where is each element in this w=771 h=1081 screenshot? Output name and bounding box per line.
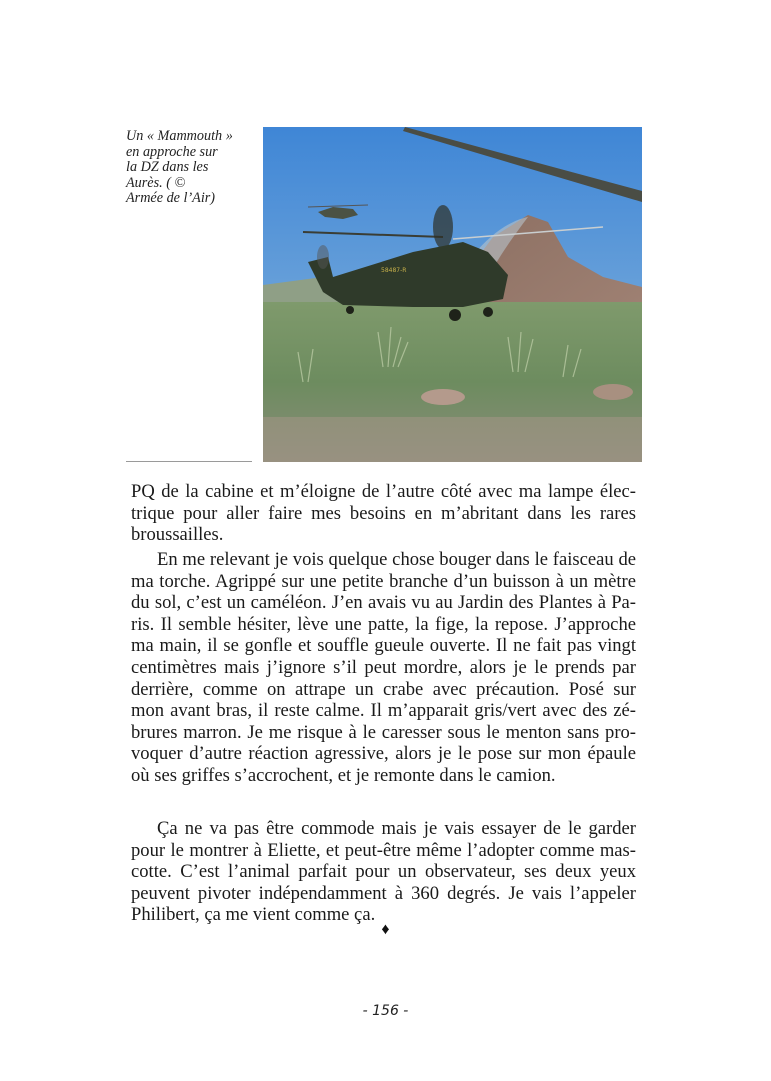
caption-line: la DZ dans les (126, 159, 209, 176)
page-number: - 156 - (362, 1003, 409, 1019)
text-line: du sol, c’est un caméléon. J’en avais vu au Jardin des Plantes à Pa- (131, 592, 636, 614)
text-line: Philibert, ça me vient comme ça. (131, 904, 376, 926)
paragraph (131, 481, 636, 546)
text-line: trique pour aller faire mes besoins en m’abritant dans les rares (131, 502, 636, 524)
rock (421, 389, 465, 405)
caption-line: Aurès. ( © (126, 174, 186, 191)
foreground-gravel (263, 417, 642, 462)
caption-rule (126, 461, 252, 462)
text-line: peuvent pivoter indépendamment à 360 degrés. Je vais l’appeler (131, 882, 636, 904)
text-line: voquer d’autre réaction agressive, alors je le pose sur mon épaule (131, 743, 636, 765)
text-line: brures marron. Je me risque à le caresser sous le menton sans pro- (131, 721, 636, 743)
paragraph (131, 818, 636, 926)
rock (593, 384, 633, 400)
text-line: derrière, comme on attrape un crabe avec précaution. Posé sur (131, 678, 636, 700)
figure-caption (126, 129, 256, 207)
section-separator-diamond-icon: ♦ (381, 921, 390, 938)
paragraph (131, 549, 636, 787)
text-line: ma torche. Agrippé sur une petite branche d’un buisson à un mètre (131, 570, 636, 592)
caption-line: en approche sur (126, 143, 218, 160)
text-line: centimètres mais j’ignore s’il peut mordre, alors je le prends par (131, 656, 636, 678)
text-line: ris. Il semble hésiter, lève une patte, la fige, la repose. J’approche (131, 613, 636, 635)
text-line: cotte. C’est l’animal parfait pour un observateur, ses deux yeux (131, 861, 636, 883)
text-line: Ça ne va pas être commode mais je vais essayer de le garder (157, 818, 636, 839)
text-line: ma main, il se gonfle et souffle gueule ouverte. Il ne fait pas vingt (131, 635, 636, 657)
helicopter-photo (263, 127, 642, 462)
text-line: mon avant bras, il reste calme. Il m’apparait gris/vert avec des zé- (131, 700, 636, 722)
caption-line: Armée de l’Air) (126, 190, 216, 207)
helicopter-marking: 58487-R (381, 267, 407, 274)
photo-illustration (263, 127, 642, 462)
text-line: En me relevant je vois quelque chose bouger dans le faisceau de (157, 549, 636, 570)
text-line: PQ de la cabine et m’éloigne de l’autre côté avec ma lampe élec- (131, 481, 636, 502)
caption-line: Un « Mammouth » (126, 128, 233, 144)
text-line: broussailles. (131, 524, 224, 546)
text-line: pour le montrer à Eliette, et peut-être même l’adopter comme mas- (131, 839, 636, 861)
text-line: où ses griffes s’accrochent, et je remonte dans le camion. (131, 764, 556, 786)
